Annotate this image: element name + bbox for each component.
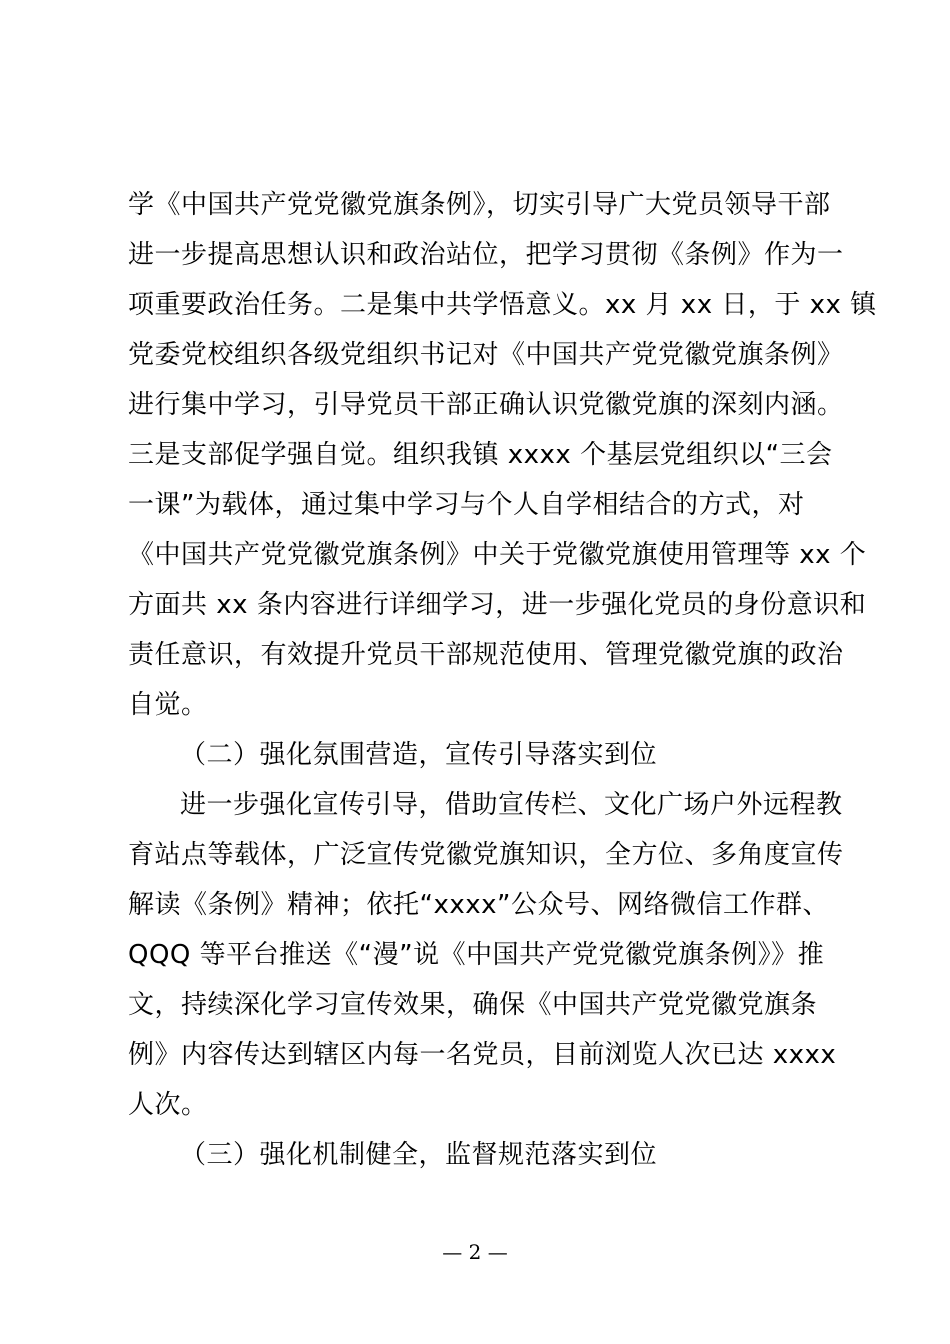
paragraph-line: 解读《条例》精神；依托“xxxx”公众号、网络微信工作群、 <box>128 890 829 920</box>
page-number: — 2 — <box>442 1240 508 1264</box>
paragraph-line: 人次。 <box>128 1090 208 1120</box>
paragraph-line: 责任意识，有效提升党员干部规范使用、管理党徽党旗的政治 <box>128 640 844 670</box>
paragraph-line: 项重要政治任务。二是集中共学悟意义。xx 月 xx 日，于 xx 镇 <box>128 290 877 320</box>
paragraph-line: 一课”为载体，通过集中学习与个人自学相结合的方式，对 <box>128 490 805 520</box>
paragraph-line: 自觉。 <box>128 690 208 720</box>
paragraph-line: QQQ 等平台推送《“漫”说《中国共产党党徽党旗条例》》推 <box>128 940 825 970</box>
paragraph-line: 文，持续深化学习宣传效果，确保《中国共产党党徽党旗条 <box>128 990 818 1020</box>
section-heading: （二）强化氛围营造，宣传引导落实到位 <box>180 740 658 770</box>
paragraph-line: 进一步提高思想认识和政治站位，把学习贯彻《条例》作为一 <box>128 240 844 270</box>
paragraph-line: 三是支部促学强自觉。组织我镇 xxxx 个基层党组织以“三会 <box>128 440 833 470</box>
section-heading: （三）强化机制健全，监督规范落实到位 <box>180 1140 658 1170</box>
paragraph-line: 进行集中学习，引导党员干部正确认识党徽党旗的深刻内涵。 <box>128 390 844 420</box>
paragraph-line: 方面共 xx 条内容进行详细学习，进一步强化党员的身份意识和 <box>128 590 867 620</box>
paragraph-line: 《中国共产党党徽党旗条例》中关于党徽党旗使用管理等 xx 个 <box>128 540 867 570</box>
paragraph-line: 例》内容传达到辖区内每一名党员，目前浏览人次已达 xxxx <box>128 1040 837 1070</box>
paragraph-line: 学《中国共产党党徽党旗条例》，切实引导广大党员领导干部 <box>128 190 831 220</box>
paragraph-line: 党委党校组织各级党组织书记对《中国共产党党徽党旗条例》 <box>128 340 844 370</box>
paragraph-line: 进一步强化宣传引导，借助宣传栏、文化广场户外远程教 <box>180 790 843 820</box>
paragraph-line: 育站点等载体，广泛宣传党徽党旗知识，全方位、多角度宣传 <box>128 840 844 870</box>
